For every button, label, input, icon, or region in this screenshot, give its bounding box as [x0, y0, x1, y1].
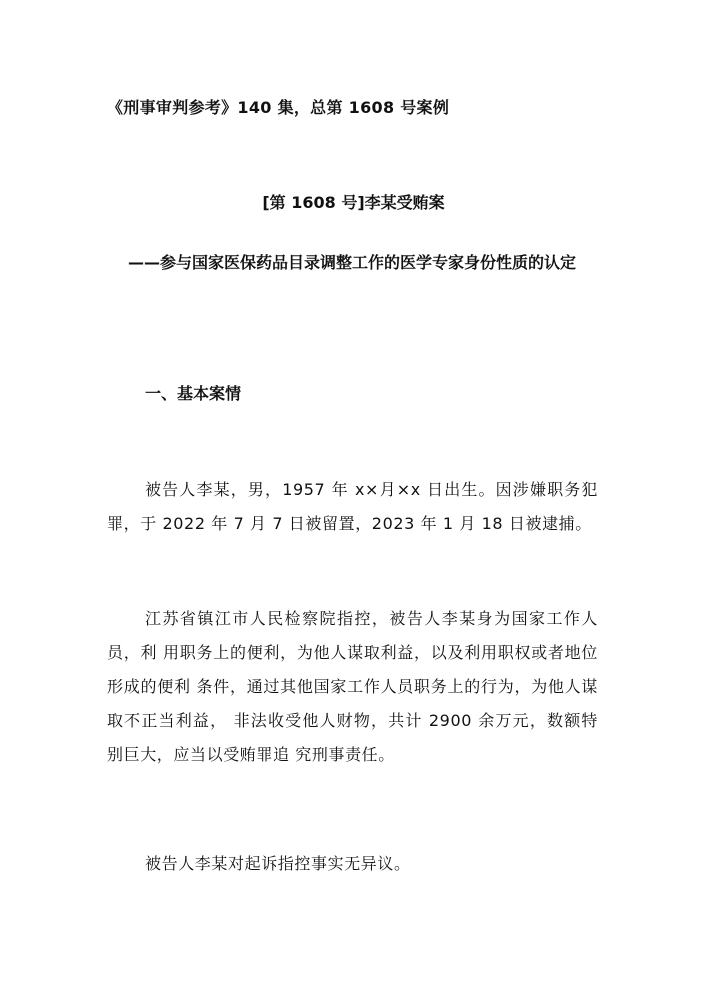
source-line: 《刑事审判参考》140 集，总第 1608 号案例	[107, 98, 450, 117]
case-title: [第 1608 号]李某受贿案	[262, 193, 445, 212]
paragraph-defendant-info: 被告人李某，男，1957 年 x×月×x 日出生。因涉嫌职务犯罪，于 2022 年 7 月 7 日被留置，2023 年 1 月 18 日被逮捕。	[107, 480, 598, 533]
paragraph-prosecution-charge: 江苏省镇江市人民检察院指控，被告人李某身为国家工作人员，利 用职务上的便利，为他人谋取利益，以及利用职权或者地位形成的便利 条件，通过其他国家工作人员职务上的行为，为他人谋取不正当利益， 非法收受他人财物，共计 2900 余万元，数额特别巨大，应当以受贿罪追 究刑事责任。	[107, 609, 598, 764]
paragraph-defendant-response: 被告人李某对起诉指控事实无异议。	[145, 854, 411, 873]
case-subtitle: ——参与国家医保药品目录调整工作的医学专家身份性质的认定	[127, 253, 576, 272]
section-heading: 一、基本案情	[145, 384, 242, 403]
